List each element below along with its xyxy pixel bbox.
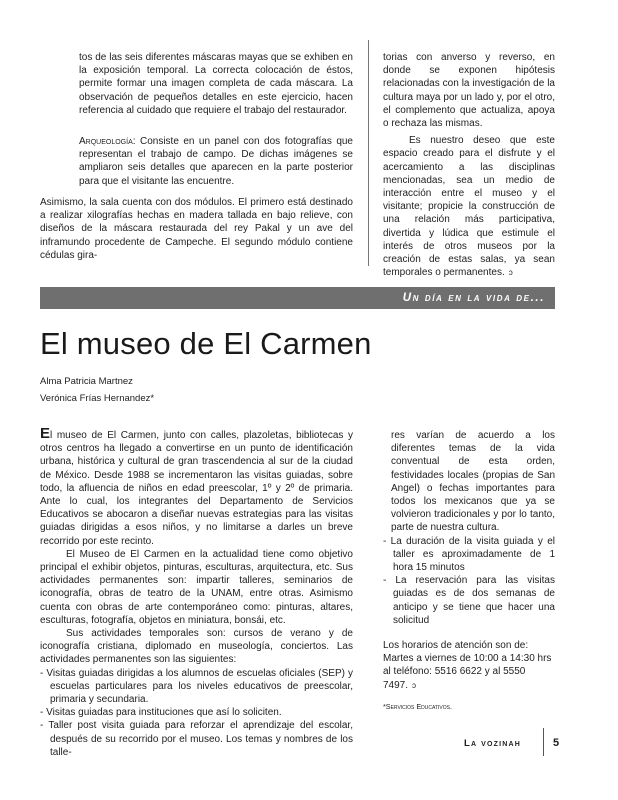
article-paragraph: El Museo de El Carmen en la actualidad tiene como objetivo principal el exhibir objetos, pinturas, esculturas, arquitectura, etc. Sus actividades permanentes son: impartir talleres, seminarios de iconografía, obras de teatro de la UNAM, entre otras. Asimismo cuenta con obras de arte contemporáneo como: pinturas, altares, esculturas, fotografía, objetos en miniatura, bonsái, etc. (40, 548, 353, 626)
page-number: 5 (553, 737, 560, 749)
list-item: - Taller post visita guiada para reforzar el aprendizaje del escolar, después de su recorrido por el museo. Los temas y nombres de los talle- (40, 720, 353, 758)
author-name: Alma Patricia Martnez (40, 376, 133, 387)
authors (40, 373, 154, 407)
column-divider (368, 40, 369, 266)
top-left-column (79, 51, 353, 188)
section-text: Consiste en un panel con dos fotografías que representan el trabajo de campo. De dichas imágenes se ampliaron seis detalles que aparecen en la parte posterior para que el visitante las encuentre. (79, 136, 353, 187)
drop-cap: E (40, 425, 51, 442)
closing-text: Es nuestro deseo que este espacio creado para el disfrute y el acercamiento a las disciplinas mencionadas, sea un medio de interacción entre el museo y el visitante; propicie la construcción de una relación más participativa, divertida y lúdica que estimule el interés de otros museos por la creación de estas salas, ya sean temporales o permanentes. (383, 135, 555, 279)
paragraph-text: l museo de El Carmen, junto con calles, plazoletas, bibliotecas y otros centros ha llegado a convertirse en un punto de identificación urbana, histórica y cultural de gran trascendencia al sur de la ciudad de México. Desde 1988 se incrementaron las visitas guiadas, sobre todo, la afluencia de niños en edad preescolar, 1º y 2º de primaria. Ante lo cual, los integrantes del Departamento de Servicios Educativos se abocaron a diseñar nuevas estrategias para las visitas guiadas dirigidas a esos niños, y no limitarse a darles un breve recorrido por este recinto. (40, 430, 353, 547)
top-paragraph: tos de las seis diferentes máscaras mayas que se exhiben en la exposición temporal. La correcta colocación de éstos, permite formar una imagen completa de cada máscara. La observación de pequeños detalles en este ejercicio, hacen referencia al cuidado que requiere el trabajo del restaurador. (79, 52, 353, 116)
article-title: El museo de El Carmen (40, 326, 372, 361)
footer-divider (543, 728, 544, 756)
list-item: - Visitas guiadas dirigidas a los alumnos de escuelas oficiales (SEP) y escuelas particulares para los niveles educativos de preescolar, primaria y secundaria. (40, 667, 353, 706)
article-right-column (383, 429, 555, 712)
list-item: - La reservación para las visitas guiadas es de dos semanas de anticipo y se tiene que hacer una solicitud (383, 575, 555, 626)
list-item: - La duración de la visita guiada y el taller es aproximadamente de 1 hora 15 minutos (383, 535, 555, 574)
article-paragraph: Sus actividades temporales son: cursos de verano y de iconografía cristiana, diplomado en museología, conciertos. Las actividades permanentes son las siguientes: (40, 628, 353, 666)
list-item: - Visitas guiadas para instituciones que así lo soliciten. (40, 707, 282, 719)
end-mark-icon: ↄ (412, 680, 417, 690)
article-paragraph: res varían de acuerdo a los diferentes temas de la vida conventual de esta orden, festividades locales (propias de San Angel) o fechas importantes para todos los mexicanos que ya se volvieron tradicionales y por lo tanto, parte de nuestra cultura. (391, 430, 555, 534)
section-label: Arqueología: (79, 136, 136, 148)
article-paragraph (40, 425, 353, 548)
hours-text: Los horarios de atención son de: Martes a viernes de 10:00 a 14:30 hrs al teléfono: 5516 6622 y al 5550 7497. (383, 640, 552, 691)
details-list (383, 535, 555, 627)
section-banner: Un día en la vida de... (40, 287, 555, 309)
hours-paragraph (383, 639, 555, 692)
top-paragraph: Asimismo, la sala cuenta con dos módulos. El primero está destinado a realizar xilografías hechas en madera tallada en bajo relieve, con diseños de la máscara restaurada del rey Pakal y un ave del inframundo procedente de Campeche. El segundo módulo contiene cédulas gira- (40, 197, 353, 261)
end-mark-icon: ↄ (508, 268, 513, 278)
footnote: *Servicios Educativos. (383, 701, 452, 711)
top-right-column (383, 51, 555, 279)
top-paragraph: torias con anverso y reverso, en donde se exponen hipótesis relacionadas con la investigación de la cultura maya por un lado y, por el otro, el complemento que actualiza, apoya o rechaza las mismas. (383, 52, 555, 130)
top-paragraph-closing (383, 134, 555, 279)
activities-list (40, 667, 353, 759)
top-paragraph (79, 135, 353, 188)
author-name: Verónica Frías Hernandez* (40, 393, 155, 404)
top-left-wide-paragraph (40, 196, 353, 262)
article-left-column (40, 425, 353, 759)
magazine-name: La vozinah (464, 738, 521, 749)
